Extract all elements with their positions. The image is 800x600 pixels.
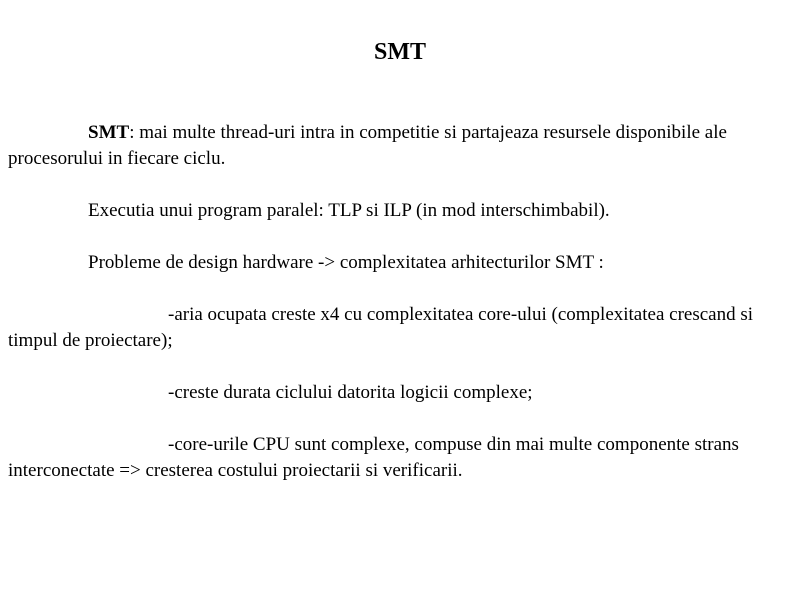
spacer <box>8 172 788 198</box>
spacer <box>8 354 788 380</box>
paragraph-design-problems: Probleme de design hardware -> complexitatea arhitecturilor SMT : <box>88 252 604 273</box>
spacer <box>8 224 788 250</box>
smt-term: SMT <box>88 122 130 143</box>
spacer <box>8 276 788 302</box>
smt-definition-text: : mai multe thread-uri intra in competitie si partajeaza resursele disponibile ale procesorului in fiecare ciclu. <box>8 122 727 169</box>
bullet-core-complexity: -core-urile CPU sunt complexe, compuse din mai multe componente strans interconectate => cresterea costului proiectarii si verificarii. <box>8 434 739 481</box>
paragraph-smt-definition <box>8 120 788 172</box>
bullet-area-growth: -aria ocupata creste x4 cu complexitatea core-ului (complexitatea crescand si timpul de proiectare); <box>8 304 754 351</box>
slide-title: SMT <box>373 39 426 65</box>
spacer <box>8 406 788 432</box>
slide-body <box>8 120 788 484</box>
bullet-cycle-duration: -creste durata ciclului datorita logicii complexe; <box>168 382 533 403</box>
paragraph-execution: Executia unui program paralel: TLP si ILP (in mod interschimbabil). <box>88 200 610 221</box>
